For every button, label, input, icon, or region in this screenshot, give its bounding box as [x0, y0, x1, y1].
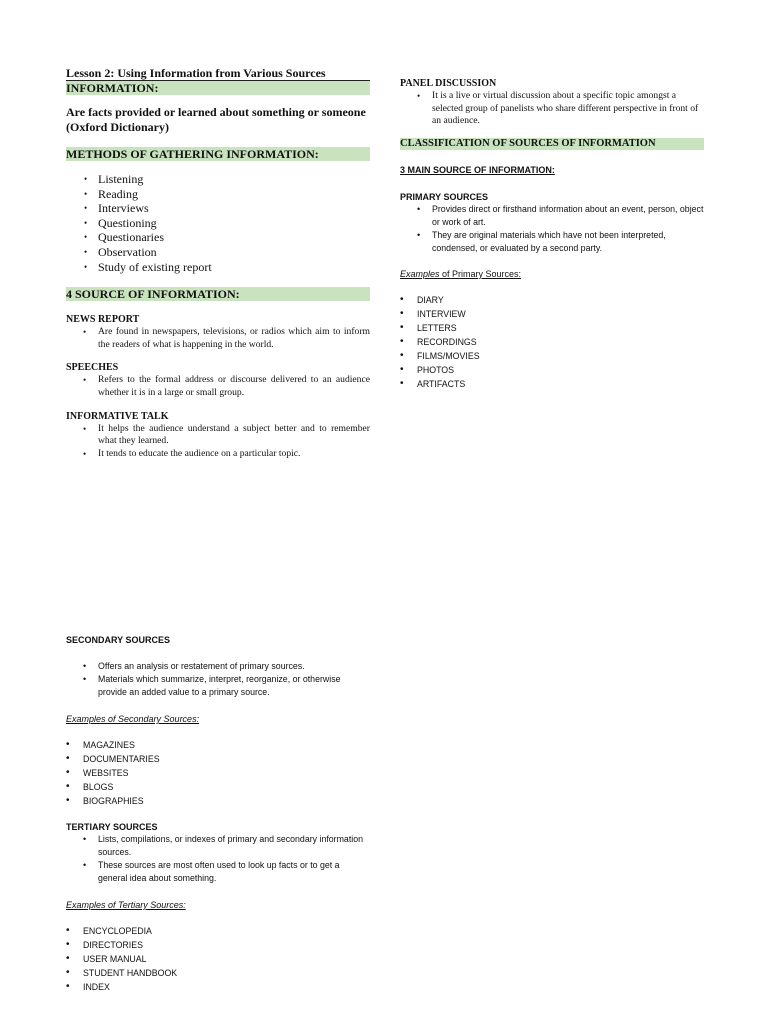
secondary-examples-label-text: Examples of Secondary Sources:	[66, 714, 200, 724]
list-item: • RECORDINGS	[400, 335, 704, 349]
list-item: • INTERVIEW	[400, 307, 704, 321]
tertiary-examples-label	[66, 899, 370, 911]
list-item: • BIOGRAPHIES	[66, 794, 370, 808]
panel-discussion-list	[417, 90, 704, 128]
list-item: • DIRECTORIES	[66, 938, 370, 952]
list-item: • Questionaries	[84, 230, 370, 245]
list-item: • Materials which summarize, interpret, reorganize, or otherwise provide an added value to a primary source.	[83, 673, 370, 699]
speeches-title: SPEECHES	[66, 362, 119, 374]
informative-talk-title: INFORMATIVE TALK	[66, 410, 169, 422]
list-item: • Study of existing report	[84, 260, 370, 275]
news-report-list	[83, 326, 370, 351]
information-definition: Are facts provided or learned about something or someone (Oxford Dictionary)	[66, 105, 366, 134]
panel-discussion-title: PANEL DISCUSSION	[400, 78, 497, 89]
left-column	[66, 66, 370, 460]
information-heading: INFORMATION:	[66, 81, 370, 95]
classification-heading: CLASSIFICATION OF SOURCES OF INFORMATION	[400, 138, 704, 150]
list-item: • Questioning	[84, 216, 370, 231]
primary-examples-list	[400, 293, 704, 391]
informative-talk-list	[83, 423, 370, 461]
list-item: • Provides direct or firsthand information about an event, person, object or work of art.	[417, 203, 704, 229]
right-column	[400, 78, 704, 391]
list-item: • DIARY	[400, 293, 704, 307]
list-item: • They are original materials which have not been interpreted, condensed, or evaluated by a second party.	[417, 229, 704, 255]
primary-examples-label	[400, 268, 704, 280]
secondary-list	[83, 660, 370, 699]
list-item: • BLOGS	[66, 780, 370, 794]
list-item: • It is a live or virtual discussion about a specific topic amongst a selected group of panelists who share different perspective in front of an audience.	[417, 90, 704, 128]
list-item: • USER MANUAL	[66, 952, 370, 966]
list-item: • WEBSITES	[66, 766, 370, 780]
four-sources-heading: 4 SOURCE OF INFORMATION:	[66, 287, 370, 301]
list-item: • DOCUMENTARIES	[66, 752, 370, 766]
list-item: • Are found in newspapers, televisions, or radios which aim to inform the readers of what is happening in the world.	[83, 326, 370, 351]
news-report-title: NEWS REPORT	[66, 314, 140, 326]
main-sources-subheading: 3 MAIN SOURCE OF INFORMATION:	[400, 164, 555, 175]
list-item: • LETTERS	[400, 321, 704, 335]
list-item: • Listening	[84, 172, 370, 187]
list-item: • Reading	[84, 187, 370, 202]
list-item: • It helps the audience understand a subject better and to remember what they learned.	[83, 423, 370, 448]
list-item: • Lists, compilations, or indexes of primary and secondary information sources.	[83, 833, 370, 859]
primary-title: PRIMARY SOURCES	[400, 191, 489, 202]
list-item: • INDEX	[66, 980, 370, 994]
list-item: • FILMS/MOVIES	[400, 349, 704, 363]
methods-heading: METHODS OF GATHERING INFORMATION:	[66, 147, 370, 161]
tertiary-title: TERTIARY SOURCES	[66, 822, 158, 832]
list-item: • It tends to educate the audience on a particular topic.	[83, 448, 370, 461]
left-column-lower	[66, 634, 370, 994]
list-item: • Observation	[84, 245, 370, 260]
list-item: • Refers to the formal address or discourse delivered to an audience whether it is in a large or small group.	[83, 374, 370, 399]
secondary-examples-label	[66, 713, 370, 725]
list-item: • MAGAZINES	[66, 738, 370, 752]
list-item: • These sources are most often used to look up facts or to get a general idea about something.	[83, 859, 370, 885]
list-item: • Offers an analysis or restatement of primary sources.	[83, 660, 370, 673]
list-item: • Interviews	[84, 201, 370, 216]
list-item: • STUDENT HANDBOOK	[66, 966, 370, 980]
speeches-list	[83, 374, 370, 399]
primary-examples-label-italic: Examples	[400, 268, 440, 279]
tertiary-examples-list	[66, 924, 370, 994]
tertiary-examples-label-text: Examples of Tertiary Sources:	[66, 900, 186, 910]
lesson-title: Lesson 2: Using Information from Various Sources	[66, 66, 326, 80]
methods-list	[84, 172, 370, 274]
list-item: • ENCYCLOPEDIA	[66, 924, 370, 938]
primary-list	[417, 203, 704, 255]
list-item: • PHOTOS	[400, 363, 704, 377]
tertiary-list	[83, 833, 370, 885]
primary-examples-label-rest: of Primary Sources:	[439, 268, 522, 279]
secondary-title: SECONDARY SOURCES	[66, 635, 171, 645]
secondary-examples-list	[66, 738, 370, 808]
list-item: • ARTIFACTS	[400, 377, 704, 391]
